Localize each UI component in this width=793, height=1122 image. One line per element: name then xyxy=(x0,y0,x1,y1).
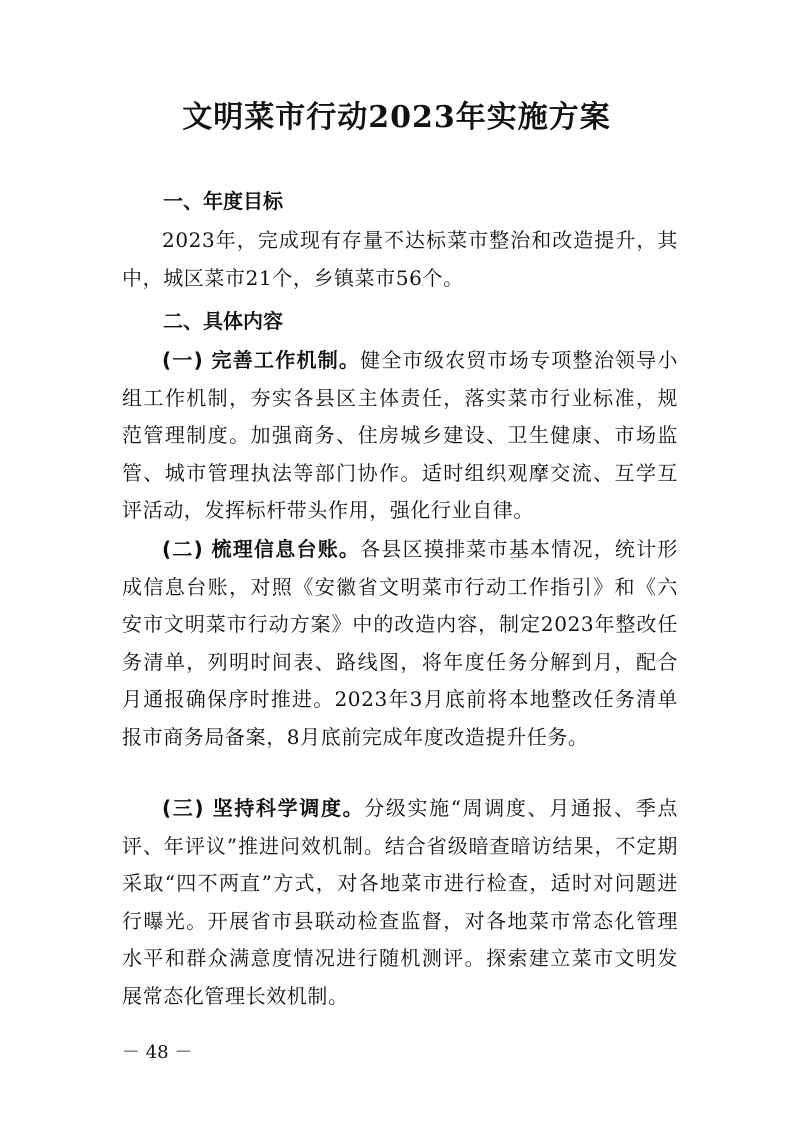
item-lead-information-ledger: (二) 梳理信息台账。 xyxy=(162,537,361,561)
section-heading-annual-goal: 一、年度目标 xyxy=(163,189,283,213)
paragraph-information-ledger xyxy=(122,531,678,756)
page-number: － 48 － xyxy=(122,1042,193,1063)
item-text-information-ledger: 各县区摸排菜市基本情况，统计形成信息台账，对照《安徽省文明菜市行动工作指引》和《六安市文明菜市行动方案》中的改造内容，制定2023年整改任务清单，列明时间表、路线图，将年度任务分解到月，配合月通报确保序时推进。2023年3月底前将本地整改任务清单报市商务局备案，8月底前完成年度改造提升任务。 xyxy=(122,537,678,749)
paragraph-annual-goal: 2023年，完成现有存量不达标菜市整治和改造提升，其中，城区菜市21个，乡镇菜市56个。 xyxy=(122,228,678,290)
section-heading-specific-content: 二、具体内容 xyxy=(163,309,283,333)
page-title: 文明菜市行动2023年实施方案 xyxy=(182,100,611,135)
paragraph-scientific-scheduling xyxy=(122,790,678,1015)
item-text-scientific-scheduling: 分级实施“周调度、月通报、季点评、年评议”推进问效机制。结合省级暗查暗访结果，不定期采取“四不两直”方式，对各地菜市进行检查，适时对问题进行曝光。开展省市县联动检查监督，对各地菜市常态化管理水平和群众满意度情况进行随机测评。探索建立菜市文明发展常态化管理长效机制。 xyxy=(122,796,678,1008)
item-text-work-mechanism: 健全市级农贸市场专项整治领导小组工作机制，夯实各县区主体责任，落实菜市行业标准，规范管理制度。加强商务、住房城乡建设、卫生健康、市场监管、城市管理执法等部门协作。适时组织观摩交流、互学互评活动，发挥标杆带头作用，强化行业自律。 xyxy=(122,348,678,522)
item-lead-scientific-scheduling: (三) 坚持科学调度。 xyxy=(162,796,365,820)
paragraph-work-mechanism xyxy=(122,342,678,530)
item-lead-work-mechanism: (一) 完善工作机制。 xyxy=(162,348,361,372)
